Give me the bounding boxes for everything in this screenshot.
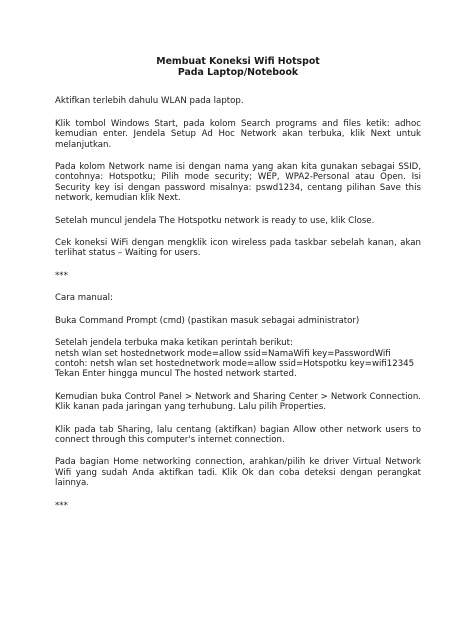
paragraph-11: Pada bagian Home networking connection, arahkan/pilih ke driver Virtual Network Wifi yang sudah Anda aktifkan tadi. Klik Ok dan coba deteksi dengan perangkat lainnya. [55,457,421,489]
paragraph-8-line-3: contoh: netsh wlan set hostednetwork mode=allow ssid=Hotspotku key=wifi12345 [55,358,415,369]
paragraph-1: Aktifkan terlebih dahulu WLAN pada laptop. [55,96,244,107]
paragraph-8-line-1: Setelah jendela terbuka maka ketikan perintah berikut: [55,338,293,349]
paragraph-2: Klik tombol Windows Start, pada kolom Search programs and files ketik: adhoc kemudian enter. Jendela Setup Ad Hoc Network akan terbuka, klik Next untuk melanjutkan. [55,118,421,150]
paragraph-10: Klik pada tab Sharing, lalu centang (aktifkan) bagian Allow other network users to connect through this computer's internet connection. [55,424,421,445]
paragraph-8 [55,338,421,380]
paragraph-8-line-2: netsh wlan set hostednetwork mode=allow ssid=NamaWifi key=PasswordWifi [55,348,391,359]
title-line-1: Membuat Koneksi Wifi Hotspot [156,56,320,67]
document-page [55,56,421,523]
paragraph-9: Kemudian buka Control Panel > Network and Sharing Center > Network Connection. Klik kanan pada jaringan yang terhubung. Lalu pilih Properties. [55,391,421,413]
document-title [55,56,421,78]
separator-1: *** [55,270,68,281]
separator-2: *** [55,500,68,511]
paragraph-8-line-4: Tekan Enter hingga muncul The hosted network started. [55,369,297,380]
title-line-2: Pada Laptop/Notebook [177,67,299,79]
paragraph-7: Buka Command Prompt (cmd) (pastikan masuk sebagai administrator) [55,315,360,326]
paragraph-4: Setelah muncul jendela The Hotspotku network is ready to use, klik Close. [55,215,375,226]
paragraph-3: Pada kolom Network name isi dengan nama yang akan kita gunakan sebagai SSID, contohnya: Hotspotku; Pilih mode security; WEP, WPA2-Personal atau Open. Isi Security key isi dengan password misalnya: pswd1234, centang pilihan Save this network, kemudian klik Next. [55,162,421,204]
paragraph-6: Cara manual: [55,293,113,304]
paragraph-5: Cek koneksi WiFi dengan mengklik icon wireless pada taskbar sebelah kanan, akan terlihat status – Waiting for users. [55,238,421,259]
